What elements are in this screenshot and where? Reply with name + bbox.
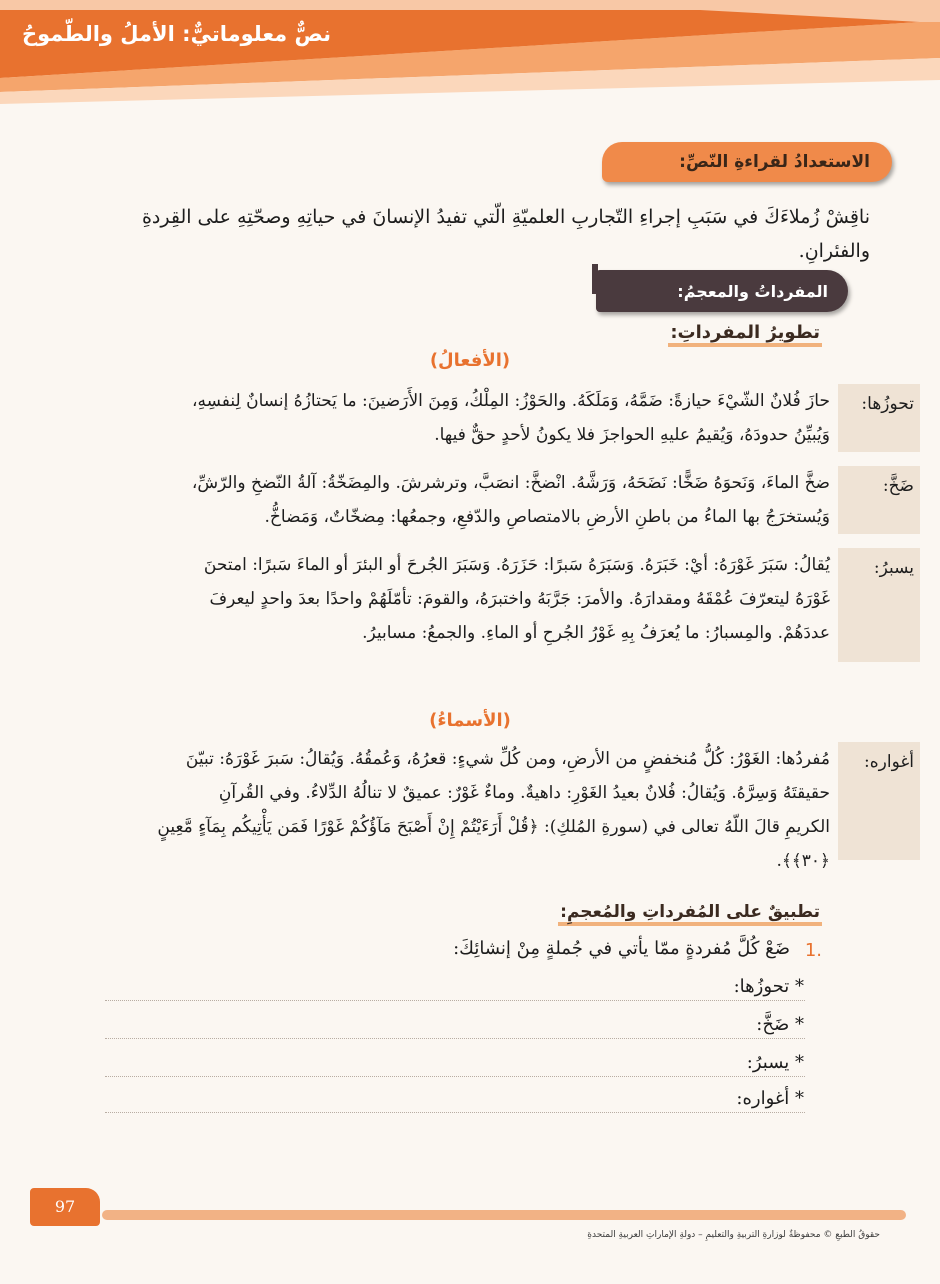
vocab-definition <box>192 384 830 452</box>
page-number: 97 <box>30 1188 100 1226</box>
vocab-entry <box>100 466 920 534</box>
vocab-section-title: المفرداتُ والمعجمُ: <box>596 270 848 312</box>
prep-section-title: الاستعدادُ لقراءةِ النّصِّ: <box>602 142 892 182</box>
nouns-group-title: (الأسماءُ) <box>429 710 511 731</box>
answer-line[interactable] <box>105 1000 805 1001</box>
definition-line: مُفردُها: الغَوْرُ: كُلُّ مُنخفضٍ من الأرضِ، ومن كُلِّ شيءٍ: قعرُهُ، وَعُمقُهُ. وَيُقالُ: سَبرَ غَوْرَهُ: تبيّنَ <box>185 749 830 769</box>
definition-line: ضخَّ الماءَ، وَنَحوَهُ ضَخًّا: نَضَحَهُ، وَرَشَّهُ. انْضخَّ: انصَبَّ، وترشرشَ. والمِضَخّةُ: آلةُ النّضخِ والرّشِّ، <box>191 473 830 493</box>
copyright-notice: حقوقُ الطبعِ © محفوظةٌ لوزارةِ التربيةِ والتعليمِ – دولةِ الإماراتِ العربيةِ المتحدةِ <box>587 1230 880 1240</box>
answer-item-label: * ضَخَّ: <box>756 1014 804 1035</box>
answer-line[interactable] <box>105 1076 805 1077</box>
vocab-word: أغواره: <box>838 742 920 860</box>
definition-line: حقيقتَهُ وَسِرَّهُ. وَيُقالُ: فُلانٌ بعيدُ الغَوْرِ: داهيةٌ. وماءٌ غَوْرٌ: عميقٌ لا تنالُهُ الدِّلاءُ. وفي القُرآنِ <box>218 783 830 803</box>
definition-line: غَوْرَهُ ليتعرّفَ عُمْقَهُ ومقدارَهُ. والأمرَ: جَرَّبَهُ واختبرَهُ، والقومَ: تأمّلَهُمْ واحدًا بعدَ واحدٍ ليعرفَ <box>209 589 830 609</box>
definition-line: حازَ فُلانٌ الشّيْءَ حيازةً: ضَمَّهُ، وَمَلَكَهُ. والحَوْزُ: المِلْكُ، وَمِنَ الأَرَضينَ: ما يَحتازُهُ إنسانٌ لِنفسِهِ، <box>192 391 830 411</box>
question-number: 1. <box>804 940 822 961</box>
question-text: ضَعْ كُلَّ مُفردةٍ ممّا يأتي في جُملةٍ مِنْ إنشائِكَ: <box>453 938 790 959</box>
verbs-group-title: (الأفعالُ) <box>429 350 511 371</box>
answer-line[interactable] <box>105 1112 805 1113</box>
page-header-title: نصٌّ معلوماتيٌّ: الأملُ والطّموحُ <box>22 22 332 46</box>
vocab-word: تحوزُها: <box>838 384 920 452</box>
prep-prompt: ناقِشْ زُملاءَكَ في سَبَبِ إجراءِ التّجاربِ العلميّةِ الّتي تفيدُ الإنسانَ في حياتِهِ وصحّتِهِ على القِردةِ والفئرانِ. <box>141 206 870 262</box>
application-title: تطبيقٌ على المُفرداتِ والمُعجمِ: <box>558 902 822 926</box>
vocab-entry <box>100 384 920 452</box>
vocab-definition <box>204 548 830 650</box>
vocab-subhead: تطويرُ المفرداتِ: <box>668 322 822 347</box>
definition-line: الكريمِ قالَ اللّهُ تعالى في (سورةِ المُلكِ): ﴿قُلْ أَرَءَيْتُمْ إِنْ أَصْبَحَ مَآؤُكُمْ غَوْرًا فَمَن يَأْتِيكُم بِمَآءٍ مَّعِينٍ ﴿٣٠﴾﴾. <box>157 817 830 871</box>
definition-line: عددَهُمْ. والمِسبارُ: ما يُعرَفُ بِهِ غَوْرُ الجُرحِ أو الماءِ. والجمعُ: مسابيرُ. <box>362 623 830 643</box>
definition-line: وَيُستخرَجُ بها الماءُ من باطنِ الأرضِ بالامتصاصِ والدّفعِ، وجمعُها: مِضخّاتٌ، وَمَضاخُّ. <box>264 507 830 527</box>
footer-bar <box>102 1210 906 1220</box>
answer-item-label: * تحوزُها: <box>733 976 804 997</box>
vocab-definition <box>192 466 830 534</box>
vocab-word: يسبرُ: <box>838 548 920 662</box>
answer-item-label: * أغواره: <box>736 1088 804 1109</box>
answer-line[interactable] <box>105 1038 805 1039</box>
vocab-word: ضَخَّ: <box>838 466 920 534</box>
vocab-definition <box>100 742 830 878</box>
vocab-entry <box>100 548 920 662</box>
definition-line: يُقالُ: سَبَرَ غَوْرَهُ: أيْ: خَبَرَهُ. وَسَبَرَهُ سَبرًا: حَزَرَهُ. وَسَبَرَ الجُرحَ أو البئرَ أو الماءَ سَبرًا: امتحنَ <box>203 555 830 575</box>
answer-item-label: * يسبرُ: <box>746 1052 804 1073</box>
vocab-entry <box>100 742 920 871</box>
definition-line: وَيُبيِّنُ حدودَهُ، وَيُقيمُ عليهِ الحواجزَ فلا يكونُ لأحدٍ حقٌّ فيها. <box>434 425 830 445</box>
header-band <box>0 0 940 110</box>
